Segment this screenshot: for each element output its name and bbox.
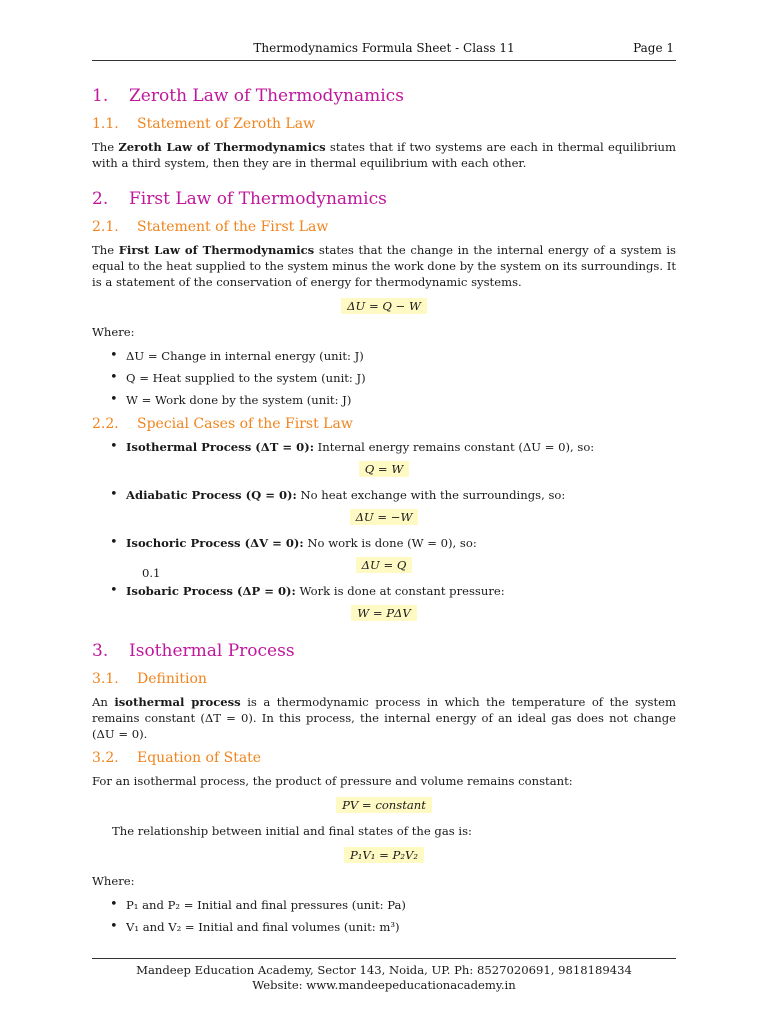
- zeroth-law-paragraph: The Zeroth Law of Thermodynamics states that if two systems are each in thermal equilibrium with a third system, then they are in thermal equilibrium with each other.: [92, 140, 676, 170]
- isothermal-definition: An isothermal process is a thermodynamic process in which the temperature of the system remains constant (ΔT = 0). In this process, the internal energy of an ideal gas does not change (ΔU = 0).: [92, 695, 677, 741]
- first-law-equation: ΔU = Q − W: [341, 298, 427, 314]
- section-3-heading: 3. Isothermal Process: [92, 641, 295, 661]
- section-2-2-heading: 2.2. Special Cases of the First Law: [92, 416, 353, 432]
- stray-number: 0.1: [142, 566, 161, 580]
- isothermal-variables: [92, 897, 676, 935]
- section-2-heading: 2. First Law of Thermodynamics: [92, 189, 387, 209]
- header-title: Thermodynamics Formula Sheet - Class 11: [253, 41, 515, 55]
- pv-constant-equation: PV = constant: [336, 797, 432, 813]
- isochoric-equation: ΔU = Q: [356, 557, 413, 573]
- isobaric-equation: W = PΔV: [351, 605, 417, 621]
- list-item: • Q = Heat supplied to the system (unit: J): [106, 370, 676, 386]
- first-law-paragraph: The First Law of Thermodynamics states that the change in the internal energy of a system is equal to the heat supplied to the system minus the work done by the system on its surroundings. It is a statement of the conservation of energy for thermodynamic systems.: [92, 243, 677, 289]
- list-item: • Isobaric Process (ΔP = 0): Work is done at constant pressure:: [106, 583, 676, 599]
- equation-of-state-intro: For an isothermal process, the product of pressure and volume remains constant:: [92, 774, 573, 788]
- footer-website: Website: www.mandeepeducationacademy.in: [252, 978, 516, 992]
- boyle-equation: P₁V₁ = P₂V₂: [344, 847, 424, 863]
- page-footer: [92, 958, 676, 993]
- list-item: • Isothermal Process (ΔT = 0): Internal energy remains constant (ΔU = 0), so:: [106, 439, 676, 455]
- relationship-text: The relationship between initial and final states of the gas is:: [112, 824, 472, 838]
- list-item: • Adiabatic Process (Q = 0): No heat exchange with the surroundings, so:: [106, 487, 676, 503]
- where-label: Where:: [92, 874, 135, 888]
- section-3-2-heading: 3.2. Equation of State: [92, 750, 262, 766]
- page-number: Page 1: [633, 41, 674, 55]
- section-1-1-heading: 1.1. Statement of Zeroth Law: [92, 116, 316, 132]
- list-item: • W = Work done by the system (unit: J): [106, 392, 676, 408]
- section-2-1-heading: 2.1. Statement of the First Law: [92, 219, 329, 235]
- page-content: [92, 82, 676, 941]
- list-item: • V₁ and V₂ = Initial and final volumes (unit: m³): [106, 919, 676, 935]
- page-header: [92, 40, 676, 61]
- where-label: Where:: [92, 325, 135, 339]
- list-item: • Isochoric Process (ΔV = 0): No work is done (W = 0), so:: [106, 535, 676, 551]
- footer-address: Mandeep Education Academy, Sector 143, Noida, UP. Ph: 8527020691, 9818189434: [136, 963, 632, 977]
- list-item: • P₁ and P₂ = Initial and final pressures (unit: Pa): [106, 897, 676, 913]
- first-law-variables: [92, 348, 676, 408]
- section-3-1-heading: 3.1. Definition: [92, 671, 207, 687]
- special-cases-list: [92, 439, 676, 455]
- adiabatic-equation: ΔU = −W: [350, 509, 419, 525]
- isothermal-equation: Q = W: [359, 461, 410, 477]
- section-1-heading: 1. Zeroth Law of Thermodynamics: [92, 86, 404, 106]
- list-item: • ΔU = Change in internal energy (unit: J): [106, 348, 676, 364]
